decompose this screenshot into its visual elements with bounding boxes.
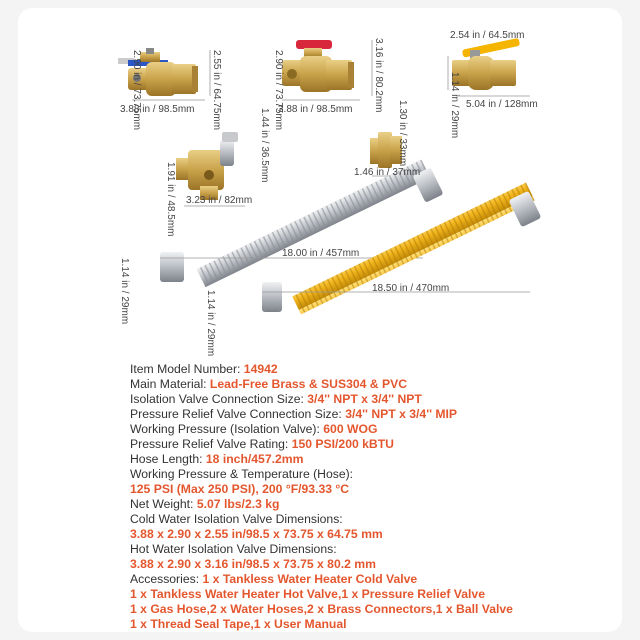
spec-value: 150 PSI/200 kBTU — [291, 437, 394, 451]
spec-row — [130, 437, 610, 452]
spec-row — [130, 377, 610, 392]
spec-value: 1 x Tankless Water Heater Cold Valve — [202, 572, 418, 586]
spec-value: 3.88 x 2.90 x 3.16 in/98.5 x 73.75 x 80.2 mm — [130, 557, 376, 571]
spec-label: Item Model Number: — [130, 362, 244, 376]
spec-label: Accessories: — [130, 572, 203, 586]
spec-row — [130, 602, 610, 617]
hot-water-valve — [282, 40, 372, 100]
dim-connector-height: 1.30 in / 33mm — [397, 100, 408, 167]
hot-handle — [296, 40, 332, 49]
dim-relief-valve-depth: 1.44 in / 36.5mm — [259, 108, 270, 183]
spec-label: Isolation Valve Connection Size: — [130, 392, 308, 406]
spec-value: 5.07 lbs/2.3 kg — [196, 497, 280, 511]
spec-value: 3/4'' NPT x 3/4'' MIP — [345, 407, 458, 421]
spec-row — [130, 497, 610, 512]
dim-hot-valve-width: 3.88 in / 98.5mm — [278, 104, 353, 115]
spec-value: 3/4'' NPT x 3/4'' NPT — [307, 392, 422, 406]
spec-value: 1 x Tankless Water Heater Hot Valve,1 x Pressure Relief Valve — [130, 587, 485, 601]
spec-label: Hose Length: — [130, 452, 206, 466]
spec-label: Working Pressure (Isolation Valve): — [130, 422, 324, 436]
spec-row — [130, 422, 610, 437]
spec-list — [130, 362, 610, 632]
dim-cold-valve-depth: 2.55 in / 64.75mm — [211, 50, 222, 131]
dim-gas-hose-diameter: 1.14 in / 29mm — [205, 290, 216, 357]
dim-water-hose-diameter: 1.14 in / 29mm — [119, 258, 130, 325]
dim-hot-valve-depth: 3.16 in / 80.2mm — [373, 38, 384, 113]
spec-value: 1 x Gas Hose,2 x Water Hoses,2 x Brass Connectors,1 x Ball Valve — [130, 602, 513, 616]
dim-cold-valve-height: 2.90 in / 73.75mm — [131, 50, 142, 131]
spec-row — [130, 587, 610, 602]
spec-row — [130, 482, 610, 497]
spec-value: 3.88 x 2.90 x 2.55 in/98.5 x 73.75 x 64.75 mm — [130, 527, 383, 541]
spec-label: Pressure Relief Valve Connection Size: — [130, 407, 346, 421]
dim-relief-valve-width: 3.23 in / 82mm — [186, 195, 253, 206]
spec-value: 1 x Thread Seal Tape,1 x User Manual — [130, 617, 347, 631]
dim-connector-width: 1.46 in / 37mm — [354, 167, 421, 178]
dim-ball-valve-handle: 2.54 in / 64.5mm — [450, 30, 525, 41]
ball-valve — [448, 38, 530, 96]
spec-row — [130, 467, 610, 482]
spec-label: Working Pressure & Temperature (Hose): — [130, 467, 354, 481]
spec-label: Net Weight: — [130, 497, 197, 511]
spec-value: 14942 — [243, 362, 278, 376]
spec-label: Main Material: — [130, 377, 210, 391]
spec-row — [130, 542, 610, 557]
spec-value: 18 inch/457.2mm — [205, 452, 304, 466]
spec-row — [130, 407, 610, 422]
spec-value: 125 PSI (Max 250 PSI), 200 °F/93.33 °C — [130, 482, 350, 496]
spec-label: Pressure Relief Valve Rating: — [130, 437, 292, 451]
spec-label: Cold Water Isolation Valve Dimensions: — [130, 512, 343, 526]
dim-ball-valve-width: 5.04 in / 128mm — [466, 99, 538, 110]
dim-cold-valve-width: 3.88 in / 98.5mm — [120, 104, 195, 115]
spec-row — [130, 527, 610, 542]
dim-water-hose-length: 18.00 in / 457mm — [282, 248, 360, 259]
dim-hot-valve-height: 2.90 in / 73.75mm — [273, 50, 284, 131]
spec-row — [130, 512, 610, 527]
dim-gas-hose-length: 18.50 in / 470mm — [372, 283, 450, 294]
spec-label: Hot Water Isolation Valve Dimensions: — [130, 542, 337, 556]
spec-row — [130, 572, 610, 587]
spec-value: Lead-Free Brass & SUS304 & PVC — [209, 377, 408, 391]
spec-value: 600 WOG — [323, 422, 378, 436]
spec-row — [130, 557, 610, 572]
dim-ball-valve-height: 1.14 in / 29mm — [449, 72, 460, 139]
spec-row — [130, 392, 610, 407]
spec-row — [130, 452, 610, 467]
dim-relief-valve-height: 1.91 in / 48.5mm — [165, 162, 176, 237]
spec-row — [130, 362, 610, 377]
spec-row — [130, 617, 610, 632]
